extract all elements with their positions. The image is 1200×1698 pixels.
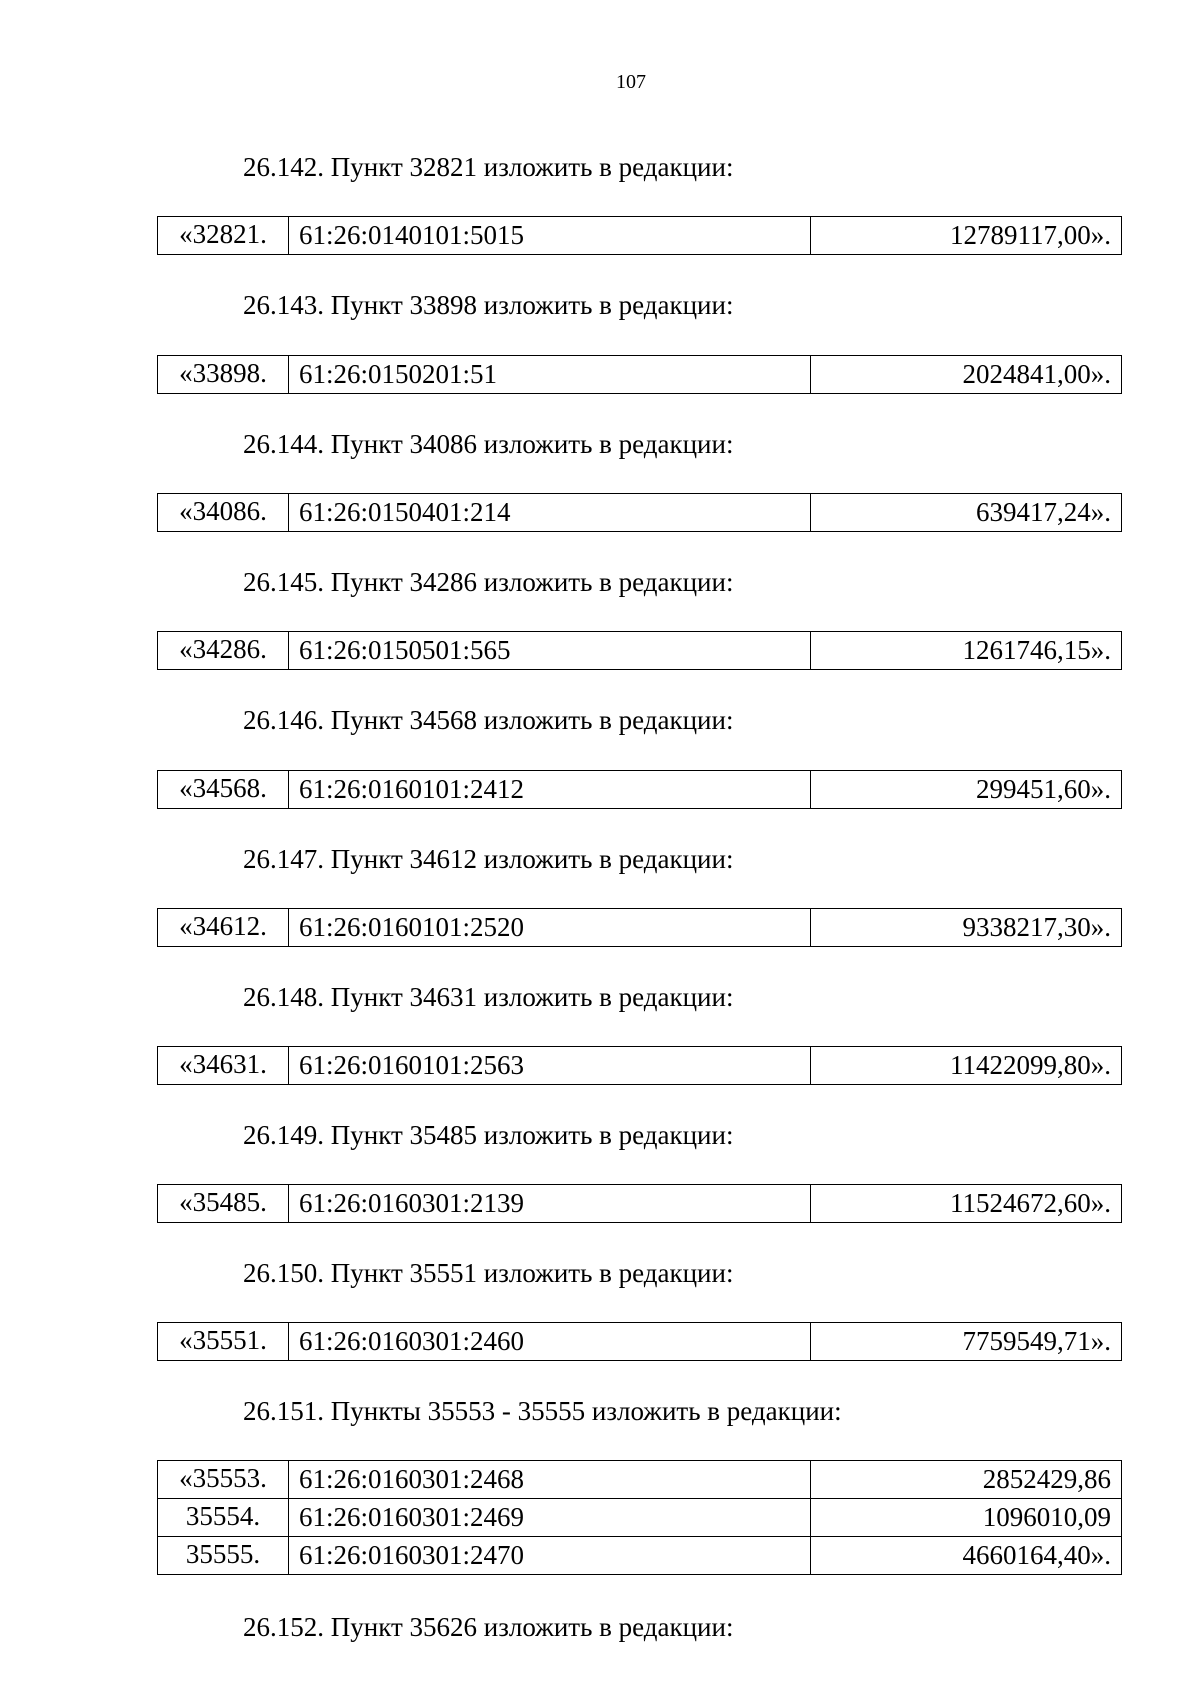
section-instruction: 26.145. Пункт 34286 изложить в редакции: [243,567,734,597]
cadastral-value: 299451,60». [811,771,1122,809]
cadastral-number: 61:26:0160301:2469 [289,1499,811,1537]
entry-table [157,770,1122,809]
section-instruction: 26.143. Пункт 33898 изложить в редакции: [243,290,734,320]
cadastral-value: 639417,24». [811,494,1122,532]
table-row [158,1185,1122,1223]
cadastral-number: 61:26:0150401:214 [289,494,811,532]
section-instruction: 26.149. Пункт 35485 изложить в редакции: [243,1120,734,1150]
section-instruction: 26.147. Пункт 34612 изложить в редакции: [243,844,734,874]
cadastral-value: 11524672,60». [811,1185,1122,1223]
cadastral-value: 9338217,30». [811,909,1122,947]
cadastral-number: 61:26:0150501:565 [289,632,811,670]
entry-table [157,355,1122,394]
cadastral-value: 1096010,09 [811,1499,1122,1537]
cadastral-number: 61:26:0160301:2468 [289,1461,811,1499]
cadastral-number: 61:26:0160101:2563 [289,1047,811,1085]
item-number: «34568. [158,771,289,809]
cadastral-value: 7759549,71». [811,1323,1122,1361]
table-row [158,771,1122,809]
section-instruction: 26.151. Пункты 35553 - 35555 изложить в редакции: [243,1396,842,1426]
table-row [158,1047,1122,1085]
table-row [158,494,1122,532]
cadastral-value: 1261746,15». [811,632,1122,670]
item-number: 35554. [158,1499,289,1537]
page-number: 107 [616,71,646,93]
cadastral-number: 61:26:0160301:2470 [289,1537,811,1575]
cadastral-number: 61:26:0160101:2520 [289,909,811,947]
item-number: «34631. [158,1047,289,1085]
section-instruction: 26.146. Пункт 34568 изложить в редакции: [243,705,734,735]
item-number: «34612. [158,909,289,947]
entry-table [157,493,1122,532]
section-instruction: 26.144. Пункт 34086 изложить в редакции: [243,429,734,459]
item-number: «33898. [158,356,289,394]
cadastral-number: 61:26:0160301:2139 [289,1185,811,1223]
item-number: «35551. [158,1323,289,1361]
table-row [158,217,1122,255]
table-row [158,356,1122,394]
table-row [158,632,1122,670]
table-row [158,1323,1122,1361]
entry-table [157,631,1122,670]
entry-table [157,1046,1122,1085]
table-row [158,909,1122,947]
cadastral-number: 61:26:0160301:2460 [289,1323,811,1361]
cadastral-value: 2852429,86 [811,1461,1122,1499]
cadastral-number: 61:26:0160101:2412 [289,771,811,809]
section-instruction: 26.150. Пункт 35551 изложить в редакции: [243,1258,734,1288]
item-number: «34286. [158,632,289,670]
section-instruction: 26.152. Пункт 35626 изложить в редакции: [243,1612,734,1642]
cadastral-number: 61:26:0150201:51 [289,356,811,394]
cadastral-value: 11422099,80». [811,1047,1122,1085]
section-instruction: 26.142. Пункт 32821 изложить в редакции: [243,152,734,182]
entry-table [157,1322,1122,1361]
entry-table [157,1460,1122,1575]
item-number: «32821. [158,217,289,255]
table-row [158,1499,1122,1537]
cadastral-value: 12789117,00». [811,217,1122,255]
cadastral-value: 2024841,00». [811,356,1122,394]
item-number: «35485. [158,1185,289,1223]
entry-table [157,216,1122,255]
item-number: «35553. [158,1461,289,1499]
item-number: 35555. [158,1537,289,1575]
cadastral-number: 61:26:0140101:5015 [289,217,811,255]
entry-table [157,1184,1122,1223]
cadastral-value: 4660164,40». [811,1537,1122,1575]
entry-table [157,908,1122,947]
table-row [158,1537,1122,1575]
section-instruction: 26.148. Пункт 34631 изложить в редакции: [243,982,734,1012]
table-row [158,1461,1122,1499]
item-number: «34086. [158,494,289,532]
